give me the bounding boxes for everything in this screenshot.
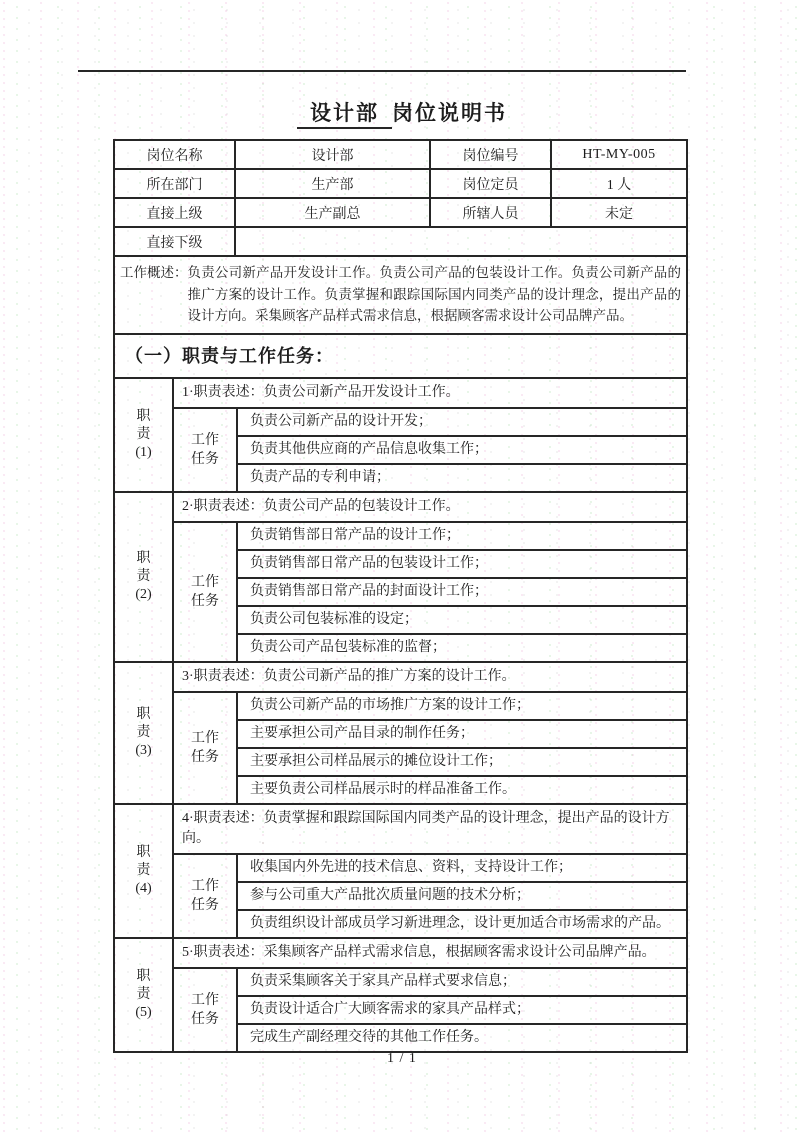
page-number: 1 / 1: [387, 1051, 417, 1066]
page-title-department: 设计部: [297, 101, 392, 129]
task-item: 完成生产副经理交待的其他工作任务。: [237, 1024, 687, 1052]
document-content: [113, 139, 688, 1053]
info-label: 岗位编号: [430, 140, 551, 169]
section-title-duties: （一）职责与工作任务：: [113, 333, 688, 379]
task-label: 工作 任务: [173, 854, 237, 938]
table-row: [114, 140, 687, 169]
table-row: [114, 227, 687, 256]
table-row: [114, 938, 687, 968]
duty-label: 职 责 (1): [114, 378, 173, 492]
table-row: [114, 968, 687, 996]
info-value: 生产副总: [235, 198, 430, 227]
task-label: 工作 任务: [173, 692, 237, 804]
task-item: 负责公司包装标准的设定；: [237, 606, 687, 634]
duty-block-3: [114, 662, 687, 804]
duty-label: 职 责 (2): [114, 492, 173, 662]
top-horizontal-rule: [78, 70, 686, 72]
task-item: 主要负责公司样品展示时的样品准备工作。: [237, 776, 687, 804]
duty-statement: 4·职责表述：负责掌握和跟踪国际国内同类产品的设计理念，提出产品的设计方向。: [173, 804, 687, 854]
info-label: 直接下级: [114, 227, 235, 256]
task-item: 收集国内外先进的技术信息、资料，支持设计工作；: [237, 854, 687, 882]
duty-statement: 5·职责表述：采集顾客产品样式需求信息，根据顾客需求设计公司品牌产品。: [173, 938, 687, 968]
task-item: 负责其他供应商的产品信息收集工作；: [237, 436, 687, 464]
info-value-empty: [235, 227, 687, 256]
task-item: 负责销售部日常产品的设计工作；: [237, 522, 687, 550]
duties-table: [113, 377, 688, 1053]
table-row: [114, 408, 687, 436]
page-title: [0, 97, 804, 127]
task-label: 工作 任务: [173, 522, 237, 662]
table-row: [114, 378, 687, 408]
page-title-suffix: 岗位说明书: [392, 101, 507, 125]
duty-label: 职 责 (5): [114, 938, 173, 1052]
info-value: 未定: [551, 198, 687, 227]
duty-statement: 1·职责表述：负责公司新产品开发设计工作。: [173, 378, 687, 408]
table-row: [114, 169, 687, 198]
info-label: 岗位名称: [114, 140, 235, 169]
position-info-table: [113, 139, 688, 257]
work-overview-label: 工作概述：: [120, 265, 188, 280]
duty-block-1: [114, 378, 687, 492]
work-overview-box: [113, 255, 688, 335]
table-row: [114, 492, 687, 522]
duty-statement: 3·职责表述：负责公司新产品的推广方案的设计工作。: [173, 662, 687, 692]
info-value: 1 人: [551, 169, 687, 198]
duty-statement: 2·职责表述：负责公司产品的包装设计工作。: [173, 492, 687, 522]
table-row: [114, 522, 687, 550]
task-item: 主要承担公司样品展示的摊位设计工作；: [237, 748, 687, 776]
duty-block-4: [114, 804, 687, 938]
task-item: 负责公司新产品的设计开发；: [237, 408, 687, 436]
table-row: [114, 198, 687, 227]
task-item: 参与公司重大产品批次质量问题的技术分析；: [237, 882, 687, 910]
table-row: [114, 692, 687, 720]
task-item: 负责设计适合广大顾客需求的家具产品样式；: [237, 996, 687, 1024]
info-label: 岗位定员: [430, 169, 551, 198]
task-item: 负责组织设计部成员学习新进理念，设计更加适合市场需求的产品。: [237, 910, 687, 938]
duty-block-2: [114, 492, 687, 662]
task-item: 负责采集顾客关于家具产品样式要求信息；: [237, 968, 687, 996]
task-item: 负责公司新产品的市场推广方案的设计工作；: [237, 692, 687, 720]
table-row: [114, 804, 687, 854]
info-label: 直接上级: [114, 198, 235, 227]
task-item: 负责公司产品包装标准的监督；: [237, 634, 687, 662]
task-item: 负责产品的专利申请；: [237, 464, 687, 492]
table-row: [114, 854, 687, 882]
info-value: 生产部: [235, 169, 430, 198]
info-label: 所辖人员: [430, 198, 551, 227]
info-value: 设计部: [235, 140, 430, 169]
info-label: 所在部门: [114, 169, 235, 198]
task-item: 负责销售部日常产品的包装设计工作；: [237, 550, 687, 578]
task-label: 工作 任务: [173, 968, 237, 1052]
task-item: 主要承担公司产品目录的制作任务；: [237, 720, 687, 748]
work-overview-text: 负责公司新产品开发设计工作。负责公司产品的包装设计工作。负责公司新产品的推广方案的设计工作。负责掌握和跟踪国际国内同类产品的设计理念，提出产品的设计方向。采集顾客产品样式需求信息，根据顾客需求设计公司品牌产品。: [187, 265, 681, 323]
duty-label: 职 责 (3): [114, 662, 173, 804]
duty-label: 职 责 (4): [114, 804, 173, 938]
info-value: HT-MY-005: [551, 140, 687, 169]
task-item: 负责销售部日常产品的封面设计工作；: [237, 578, 687, 606]
duty-block-5: [114, 938, 687, 1052]
table-row: [114, 662, 687, 692]
task-label: 工作 任务: [173, 408, 237, 492]
